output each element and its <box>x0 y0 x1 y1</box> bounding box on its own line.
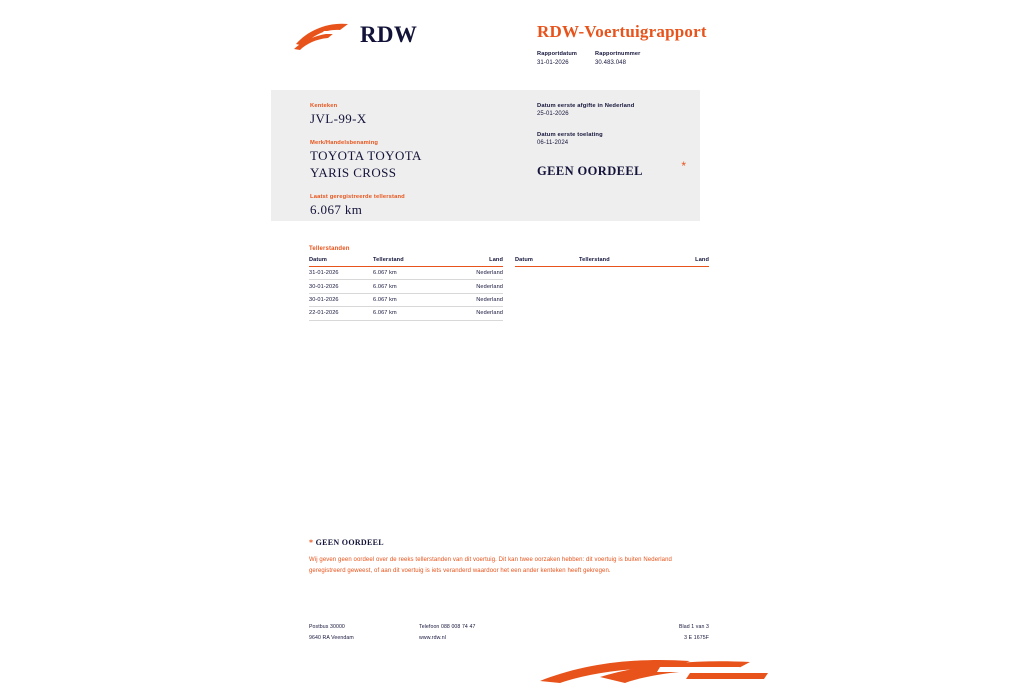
bottom-swoosh-graphic <box>540 655 770 683</box>
meta-report-date-value: 31-01-2026 <box>537 60 569 66</box>
eerste-afgifte-value: 25-01-2026 <box>537 111 569 117</box>
merk-value-line1: TOYOTA TOYOTA <box>310 147 422 163</box>
th-tellerstand: Tellerstand <box>579 257 610 263</box>
merk-label: Merk/Handelsbenaming <box>310 139 379 146</box>
odometer-table-title: Tellerstanden <box>309 246 350 252</box>
footer-contact-line1: Telefoon 088 008 74 47 <box>419 624 476 630</box>
table-row <box>309 267 503 280</box>
vehicle-summary-panel <box>271 90 700 221</box>
odometer-table-right <box>515 257 709 321</box>
footnote-title-text: GEEN OORDEEL <box>315 538 384 547</box>
rdw-swoosh-icon <box>294 20 350 50</box>
th-tellerstand: Tellerstand <box>373 257 404 263</box>
cell-datum: 22-01-2026 <box>309 310 339 317</box>
cell-tellerstand: 6.067 km <box>373 310 397 317</box>
footnote-body: Wij geven geen oordeel over de reeks tellerstanden van dit voertuig. Dit kan twee oorzaken hebben: dit voertuig is buiten Nederland geregistreerd geweest, of aan dit voertuig is iets veranderd waardoor het een ander kenteken heeft gekregen. <box>309 557 672 575</box>
kenteken-value: JVL-99-X <box>310 111 367 126</box>
eerste-toelating-label: Datum eerste toelating <box>537 131 603 138</box>
footer-address-line1: Postbus 30000 <box>309 624 345 630</box>
th-datum: Datum <box>309 257 328 263</box>
report-meta <box>537 51 675 66</box>
cell-datum: 30-01-2026 <box>309 283 339 290</box>
cell-land: Nederland <box>476 283 503 290</box>
meta-report-number-value: 30.483.048 <box>595 60 627 66</box>
footer-address-line2: 9640 RA Veendam <box>309 635 354 641</box>
table-row <box>309 280 503 293</box>
cell-land: Nederland <box>476 296 503 303</box>
th-land: Land <box>489 257 503 263</box>
cell-tellerstand: 6.067 km <box>373 270 397 277</box>
rdw-logo-text: RDW <box>360 22 418 47</box>
tellerstand-value: 6.067 km <box>310 201 363 217</box>
table-body-left <box>309 267 503 321</box>
meta-report-number-label: Rapportnummer <box>595 51 641 57</box>
footer-page-line2: 3 E 1675F <box>684 635 709 641</box>
merk-value <box>310 148 520 182</box>
odometer-table-left <box>309 257 503 321</box>
verdict-star-marker: * <box>681 159 686 173</box>
page-title: RDW-Voertuigrapport <box>537 22 707 41</box>
cell-tellerstand: 6.067 km <box>373 296 397 303</box>
footer-contact-line2: www.rdw.nl <box>419 635 446 641</box>
cell-datum: 31-01-2026 <box>309 270 339 277</box>
footnote-section <box>309 538 689 577</box>
meta-report-date-label: Rapportdatum <box>537 51 578 57</box>
footer-page-line1: Blad 1 van 3 <box>678 624 709 630</box>
vehicle-summary-left <box>310 103 520 231</box>
eerste-toelating-value: 06-11-2024 <box>537 139 569 146</box>
meta-report-number <box>595 51 675 66</box>
table-row <box>309 294 503 307</box>
table-row <box>309 307 503 320</box>
verdict-text: GEEN OORDEEL <box>537 163 643 178</box>
cell-datum: 30-01-2026 <box>309 296 339 303</box>
rdw-logo <box>294 20 417 50</box>
cell-land: Nederland <box>476 270 503 277</box>
vehicle-summary-right <box>537 103 697 179</box>
kenteken-label: Kenteken <box>310 103 338 109</box>
cell-tellerstand: 6.067 km <box>373 283 397 290</box>
th-land: Land <box>695 257 709 263</box>
footnote-title <box>309 538 689 547</box>
cell-land: Nederland <box>476 310 503 317</box>
eerste-afgifte-label: Datum eerste afgifte in Nederland <box>537 103 635 109</box>
tellerstand-label: Laatst geregistreerde tellerstand <box>310 193 405 200</box>
odometer-table-section <box>309 246 709 321</box>
merk-value-line2: YARIS CROSS <box>310 164 397 180</box>
page-footer <box>309 624 709 646</box>
th-datum: Datum <box>515 257 534 263</box>
footnote-star: * <box>309 538 314 547</box>
table-header-row <box>309 257 503 267</box>
table-header-row <box>515 257 709 267</box>
meta-report-date <box>537 51 595 66</box>
